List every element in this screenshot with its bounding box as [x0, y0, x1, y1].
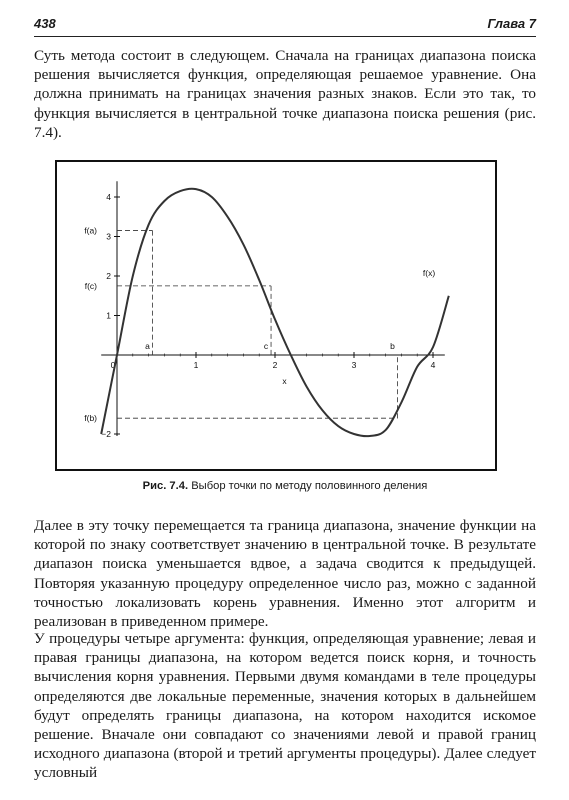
- y-tick-label: 1: [106, 310, 111, 321]
- paragraph-intro: Суть метода состоит в следующем. Сначала на границах диапазона поиска решения вычисляется функция, определяющая решаемое уравнение. Она должна принимать на границах значения разных знаков. Если это так, то функция вычисляется в центральной точке диапазона поиска решения (рис. 7.4).: [34, 47, 536, 141]
- value-label-b: f(b): [84, 413, 97, 424]
- value-label-c: f(c): [84, 280, 97, 291]
- x-axis-label: x: [282, 376, 287, 386]
- value-label-a: f(a): [84, 225, 97, 236]
- point-label-a: a: [145, 341, 150, 351]
- series-name-label: f(x): [422, 268, 436, 278]
- chapter-title: Глава 7: [487, 16, 536, 31]
- x-tick-label: 4: [430, 360, 436, 370]
- page-number: 438: [34, 16, 56, 31]
- figure-caption: [34, 480, 536, 492]
- point-label-b: b: [390, 341, 395, 351]
- y-tick-label: 2: [106, 271, 111, 281]
- figure-7-4: [55, 160, 497, 471]
- page-header: [34, 14, 536, 34]
- point-label-c: c: [263, 341, 269, 351]
- y-tick-label: −2: [101, 429, 111, 439]
- bisection-chart: [57, 162, 495, 469]
- paragraph-algorithm: Далее в эту точку перемещается та граница диапазона, значение функции на которой по знаку соответствует значению в центральной точке. В результате диапазон поиска уменьшается вдвое, а задача сводится к предыдущей. Повторяя указанную процедуру определенное число раз, можно с заданной точностью локализовать корень уравнения. Именно этот алгоритм и реализован в приведенном примере.: [34, 517, 536, 631]
- y-tick-label: 3: [106, 231, 111, 242]
- paragraph-procedure: У процедуры четыре аргумента: функция, определяющая уравнение; левая и правая границы диапазона, на котором ведется поиск корня, и точность вычисления корня уравнения. Первыми двумя командами в теле процедуры определяются две локальные переменные, значения которых в дальнейшем будут определять границы диапазона, на котором находится искомое решение. Вначале они совпадают со значениями левой и правой границ исходного диапазона (второй и третий аргументы процедуры). Далее следует условный: [34, 630, 536, 782]
- header-rule: [34, 36, 536, 37]
- x-tick-label: 2: [272, 360, 278, 370]
- y-tick-label: 4: [106, 192, 111, 202]
- x-tick-label: 1: [193, 360, 199, 370]
- caption-label: Рис. 7.4.: [142, 480, 189, 492]
- series-curve-fx: [101, 189, 449, 436]
- x-tick-label: 3: [351, 360, 357, 370]
- x-tick-label: 0: [110, 360, 116, 370]
- caption-text: Выбор точки по методу половинного деления: [191, 480, 428, 492]
